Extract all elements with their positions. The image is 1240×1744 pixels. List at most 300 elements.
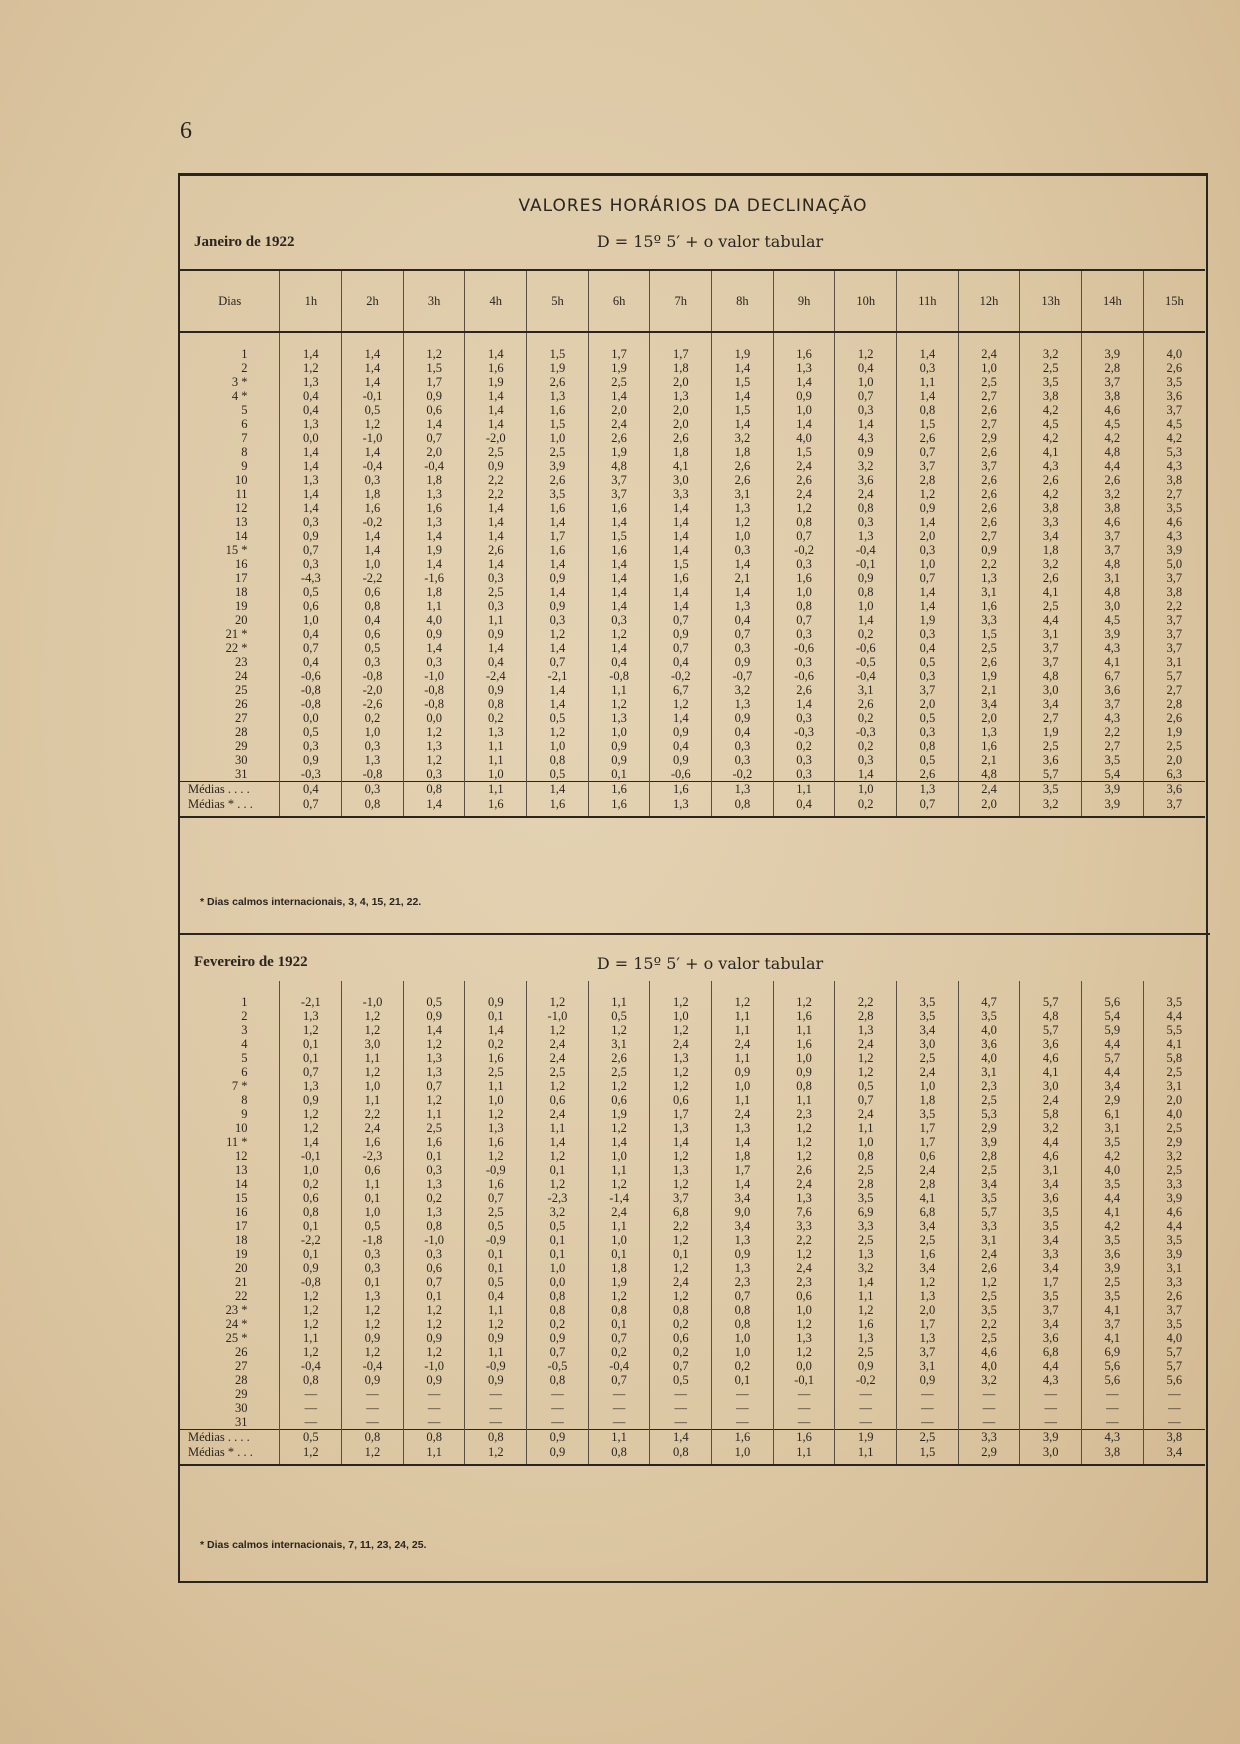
value-cell: 2,5 bbox=[465, 585, 527, 599]
value-cell: 0,9 bbox=[342, 1373, 404, 1387]
value-cell: 1,9 bbox=[403, 543, 465, 557]
value-cell: 4,6 bbox=[1143, 1205, 1205, 1219]
value-cell: 1,6 bbox=[958, 739, 1020, 753]
value-cell: 0,3 bbox=[712, 753, 774, 767]
value-cell: 2,4 bbox=[773, 1177, 835, 1191]
value-cell: 1,0 bbox=[712, 1345, 774, 1359]
value-cell: 1,3 bbox=[465, 1121, 527, 1135]
table-row bbox=[180, 1373, 1205, 1387]
value-cell: 3,5 bbox=[1020, 1289, 1082, 1303]
value-cell: 0,5 bbox=[403, 995, 465, 1009]
value-cell: 3,5 bbox=[1082, 1177, 1144, 1191]
value-cell: — bbox=[1082, 1401, 1144, 1415]
day-cell: 21 * bbox=[225, 627, 248, 641]
value-cell: — bbox=[588, 1387, 650, 1401]
value-cell: 2,4 bbox=[588, 417, 650, 431]
value-cell: -0,3 bbox=[835, 725, 897, 739]
mean-value-cell: 0,7 bbox=[897, 797, 959, 817]
value-cell: 2,4 bbox=[712, 1107, 774, 1121]
value-cell: 2,5 bbox=[835, 1233, 897, 1247]
value-cell: 0,9 bbox=[280, 529, 342, 543]
value-cell: 0,3 bbox=[342, 739, 404, 753]
value-cell: 0,7 bbox=[712, 627, 774, 641]
value-cell: 1,2 bbox=[527, 1177, 589, 1191]
value-cell: -0,3 bbox=[773, 725, 835, 739]
day-cell: 10 bbox=[234, 473, 248, 487]
mean-value-cell: 3,9 bbox=[1020, 1430, 1082, 1446]
value-cell: 0,7 bbox=[897, 571, 959, 585]
value-cell: 0,6 bbox=[897, 1149, 959, 1163]
value-cell: 3,6 bbox=[1020, 1037, 1082, 1051]
value-cell: 0,9 bbox=[403, 1009, 465, 1023]
value-cell: 1,4 bbox=[897, 515, 959, 529]
header-hour: 6h bbox=[588, 270, 650, 332]
day-cell: 29 bbox=[234, 739, 248, 753]
value-cell: 4,3 bbox=[835, 431, 897, 445]
value-cell: 0,7 bbox=[403, 1079, 465, 1093]
table-row bbox=[180, 515, 1205, 529]
value-cell: 4,6 bbox=[1082, 515, 1144, 529]
value-cell: 1,4 bbox=[465, 417, 527, 431]
value-cell: 1,6 bbox=[773, 571, 835, 585]
value-cell: 0,8 bbox=[773, 599, 835, 613]
value-cell: — bbox=[527, 1415, 589, 1430]
value-cell: 4,8 bbox=[1082, 585, 1144, 599]
february-formula: D = 15º 5′ + o valor tabular bbox=[596, 954, 824, 973]
value-cell: 4,3 bbox=[1143, 529, 1205, 543]
value-cell: 5,5 bbox=[1143, 1023, 1205, 1037]
day-cell: 21 bbox=[234, 1275, 248, 1289]
day-cell: 12 bbox=[234, 1149, 248, 1163]
value-cell: 1,9 bbox=[1020, 725, 1082, 739]
value-cell: 1,3 bbox=[403, 1051, 465, 1065]
day-cell: 5 bbox=[241, 403, 248, 417]
value-cell: 1,2 bbox=[465, 1317, 527, 1331]
value-cell: 6,9 bbox=[835, 1205, 897, 1219]
table-row bbox=[180, 1177, 1205, 1191]
value-cell: 4,1 bbox=[1020, 445, 1082, 459]
value-cell: 1,2 bbox=[527, 725, 589, 739]
value-cell: 1,3 bbox=[712, 599, 774, 613]
table-row bbox=[180, 501, 1205, 515]
value-cell: -0,8 bbox=[280, 1275, 342, 1289]
value-cell: 1,3 bbox=[897, 1331, 959, 1345]
table-row bbox=[180, 473, 1205, 487]
value-cell: 0,8 bbox=[527, 1289, 589, 1303]
value-cell: 3,4 bbox=[958, 697, 1020, 711]
day-cell: 17 bbox=[234, 1219, 248, 1233]
table-row bbox=[180, 739, 1205, 753]
value-cell: 1,5 bbox=[588, 529, 650, 543]
value-cell: 4,7 bbox=[958, 995, 1020, 1009]
mean-value-cell: 1,6 bbox=[712, 1430, 774, 1446]
mean-value-cell: 1,0 bbox=[835, 782, 897, 798]
value-cell: 0,8 bbox=[280, 1205, 342, 1219]
value-cell: 3,7 bbox=[897, 1345, 959, 1359]
value-cell: 1,0 bbox=[712, 1079, 774, 1093]
value-cell: 1,3 bbox=[650, 1051, 712, 1065]
value-cell: 1,8 bbox=[403, 585, 465, 599]
table-row bbox=[180, 1093, 1205, 1107]
value-cell: 0,6 bbox=[280, 1191, 342, 1205]
value-cell: 1,7 bbox=[650, 1107, 712, 1121]
value-cell: 4,3 bbox=[1082, 711, 1144, 725]
value-cell: 0,9 bbox=[403, 1331, 465, 1345]
value-cell: 0,9 bbox=[650, 753, 712, 767]
value-cell: — bbox=[403, 1415, 465, 1430]
value-cell: 1,2 bbox=[280, 1107, 342, 1121]
day-cell: 11 * bbox=[226, 1135, 248, 1149]
day-cell: 15 bbox=[234, 1191, 248, 1205]
value-cell: -0,8 bbox=[588, 669, 650, 683]
value-cell: 1,1 bbox=[712, 1009, 774, 1023]
value-cell: 1,6 bbox=[773, 1037, 835, 1051]
value-cell: 1,6 bbox=[588, 501, 650, 515]
value-cell: 3,3 bbox=[1143, 1275, 1205, 1289]
value-cell: 1,2 bbox=[588, 1023, 650, 1037]
value-cell: 3,1 bbox=[835, 683, 897, 697]
mean-value-cell: 1,4 bbox=[527, 782, 589, 798]
value-cell: 1,2 bbox=[403, 347, 465, 361]
value-cell: 4,4 bbox=[1082, 459, 1144, 473]
value-cell: 4,4 bbox=[1143, 1219, 1205, 1233]
value-cell: 2,6 bbox=[958, 655, 1020, 669]
day-cell: 23 bbox=[234, 655, 248, 669]
mean-value-cell: 1,2 bbox=[342, 1445, 404, 1465]
mean-value-cell: 0,8 bbox=[650, 1445, 712, 1465]
value-cell: 1,9 bbox=[897, 613, 959, 627]
value-cell: 1,2 bbox=[650, 1233, 712, 1247]
value-cell: 1,8 bbox=[712, 1149, 774, 1163]
value-cell: 0,7 bbox=[527, 1345, 589, 1359]
value-cell: 0,6 bbox=[527, 1093, 589, 1107]
value-cell: 3,2 bbox=[712, 431, 774, 445]
value-cell: 3,3 bbox=[958, 613, 1020, 627]
mean-value-cell: 0,4 bbox=[773, 797, 835, 817]
value-cell: 3,7 bbox=[1143, 571, 1205, 585]
header-hour: 3h bbox=[403, 270, 465, 332]
day-cell: 18 bbox=[234, 585, 248, 599]
value-cell: 2,6 bbox=[958, 487, 1020, 501]
value-cell: 1,3 bbox=[835, 1023, 897, 1037]
value-cell: 2,5 bbox=[835, 1163, 897, 1177]
value-cell: 1,6 bbox=[527, 501, 589, 515]
value-cell: 0,3 bbox=[835, 515, 897, 529]
header-hour: 5h bbox=[527, 270, 589, 332]
value-cell: 1,3 bbox=[835, 1247, 897, 1261]
value-cell: 1,4 bbox=[465, 347, 527, 361]
day-cell: 27 bbox=[234, 711, 248, 725]
value-cell: 1,0 bbox=[958, 361, 1020, 375]
value-cell: — bbox=[342, 1401, 404, 1415]
value-cell: 0,5 bbox=[465, 1275, 527, 1289]
value-cell: 1,6 bbox=[773, 1009, 835, 1023]
value-cell: 3,1 bbox=[588, 1037, 650, 1051]
value-cell: 3,7 bbox=[897, 459, 959, 473]
value-cell: 1,3 bbox=[280, 473, 342, 487]
value-cell: 3,8 bbox=[1082, 389, 1144, 403]
value-cell: 1,3 bbox=[650, 1121, 712, 1135]
value-cell: 1,4 bbox=[712, 417, 774, 431]
value-cell: 1,4 bbox=[465, 1023, 527, 1037]
mean-value-cell: 0,8 bbox=[712, 797, 774, 817]
value-cell: 1,8 bbox=[588, 1261, 650, 1275]
mean-value-cell: 0,8 bbox=[342, 797, 404, 817]
value-cell: 4,2 bbox=[1082, 431, 1144, 445]
value-cell: 3,1 bbox=[958, 585, 1020, 599]
mean-value-cell: 1,6 bbox=[465, 797, 527, 817]
value-cell: 2,7 bbox=[958, 417, 1020, 431]
value-cell: 1,2 bbox=[527, 1023, 589, 1037]
value-cell: 1,2 bbox=[773, 1149, 835, 1163]
day-cell: 22 bbox=[234, 1289, 248, 1303]
value-cell: -0,6 bbox=[280, 669, 342, 683]
day-cell: 19 bbox=[234, 599, 248, 613]
value-cell: -2,3 bbox=[527, 1191, 589, 1205]
value-cell: 3,5 bbox=[1082, 753, 1144, 767]
value-cell: 1,2 bbox=[342, 1009, 404, 1023]
value-cell: — bbox=[1143, 1401, 1205, 1415]
day-cell: 7 * bbox=[231, 1079, 248, 1093]
mean-value-cell: 0,4 bbox=[280, 782, 342, 798]
mean-value-cell: 1,2 bbox=[280, 1445, 342, 1465]
value-cell: 1,5 bbox=[527, 417, 589, 431]
day-cell: 14 bbox=[234, 1177, 248, 1191]
value-cell: 2,0 bbox=[650, 403, 712, 417]
value-cell: 1,4 bbox=[527, 585, 589, 599]
value-cell: 0,2 bbox=[835, 739, 897, 753]
means-label: Médias . . . . bbox=[180, 782, 280, 798]
value-cell: -2,4 bbox=[465, 669, 527, 683]
value-cell: 1,4 bbox=[342, 347, 404, 361]
value-cell: 1,4 bbox=[465, 529, 527, 543]
value-cell: — bbox=[1082, 1415, 1144, 1430]
table-row bbox=[180, 431, 1205, 445]
value-cell: — bbox=[958, 1387, 1020, 1401]
value-cell: 2,9 bbox=[958, 1121, 1020, 1135]
value-cell: 4,4 bbox=[1020, 1135, 1082, 1149]
value-cell: 4,1 bbox=[650, 459, 712, 473]
value-cell: 3,6 bbox=[1020, 1331, 1082, 1345]
value-cell: — bbox=[527, 1387, 589, 1401]
mean-value-cell: 3,6 bbox=[1143, 782, 1205, 798]
value-cell: 2,0 bbox=[650, 375, 712, 389]
value-cell: -0,4 bbox=[403, 459, 465, 473]
value-cell: 3,0 bbox=[1082, 599, 1144, 613]
day-cell: 12 bbox=[234, 501, 248, 515]
value-cell: 1,4 bbox=[835, 767, 897, 782]
value-cell: — bbox=[958, 1401, 1020, 1415]
day-cell: 30 bbox=[234, 1401, 248, 1415]
value-cell: 0,3 bbox=[712, 641, 774, 655]
value-cell: 1,4 bbox=[588, 599, 650, 613]
value-cell: 0,2 bbox=[342, 711, 404, 725]
value-cell: 1,4 bbox=[588, 557, 650, 571]
value-cell: 1,8 bbox=[342, 487, 404, 501]
day-cell: 6 bbox=[241, 1065, 248, 1079]
value-cell: 0,9 bbox=[465, 683, 527, 697]
value-cell: -0,8 bbox=[403, 683, 465, 697]
mean-value-cell: 1,3 bbox=[897, 782, 959, 798]
value-cell: 4,3 bbox=[1143, 459, 1205, 473]
value-cell: -1,0 bbox=[403, 1359, 465, 1373]
value-cell: 4,2 bbox=[1020, 487, 1082, 501]
value-cell: 3,8 bbox=[1143, 473, 1205, 487]
value-cell: 1,1 bbox=[465, 613, 527, 627]
value-cell: 3,8 bbox=[1143, 585, 1205, 599]
value-cell: 1,4 bbox=[650, 599, 712, 613]
value-cell: 3,7 bbox=[1143, 641, 1205, 655]
value-cell: 0,9 bbox=[527, 1331, 589, 1345]
day-cell: 24 bbox=[234, 669, 248, 683]
value-cell: 1,8 bbox=[650, 361, 712, 375]
header-hour: 13h bbox=[1020, 270, 1082, 332]
value-cell: 2,4 bbox=[650, 1275, 712, 1289]
value-cell: 4,2 bbox=[1082, 1219, 1144, 1233]
value-cell: 1,4 bbox=[712, 1135, 774, 1149]
value-cell: 3,1 bbox=[1143, 1261, 1205, 1275]
value-cell: 1,0 bbox=[712, 529, 774, 543]
value-cell: 0,4 bbox=[465, 1289, 527, 1303]
value-cell: -2,0 bbox=[342, 683, 404, 697]
value-cell: 1,6 bbox=[527, 403, 589, 417]
value-cell: 1,0 bbox=[897, 557, 959, 571]
value-cell: -0,2 bbox=[342, 515, 404, 529]
value-cell: — bbox=[835, 1387, 897, 1401]
mean-value-cell: 0,3 bbox=[342, 782, 404, 798]
value-cell: 2,4 bbox=[527, 1037, 589, 1051]
value-cell: 2,0 bbox=[897, 529, 959, 543]
value-cell: 3,5 bbox=[1082, 1289, 1144, 1303]
table-row bbox=[180, 697, 1205, 711]
value-cell: 0,7 bbox=[280, 543, 342, 557]
value-cell: 1,7 bbox=[650, 347, 712, 361]
day-cell: 11 bbox=[235, 487, 248, 501]
value-cell: 0,5 bbox=[897, 711, 959, 725]
value-cell: 1,1 bbox=[588, 995, 650, 1009]
value-cell: 1,0 bbox=[280, 1163, 342, 1177]
value-cell: 1,1 bbox=[712, 1093, 774, 1107]
value-cell: 3,1 bbox=[712, 487, 774, 501]
value-cell: 0,2 bbox=[465, 711, 527, 725]
value-cell: 6,7 bbox=[1082, 669, 1144, 683]
value-cell: 1,4 bbox=[588, 641, 650, 655]
day-cell: 24 * bbox=[225, 1317, 248, 1331]
table-row bbox=[180, 683, 1205, 697]
value-cell: 1,4 bbox=[650, 529, 712, 543]
value-cell: 1,5 bbox=[650, 557, 712, 571]
value-cell: 3,9 bbox=[1082, 627, 1144, 641]
value-cell: 1,9 bbox=[527, 361, 589, 375]
value-cell: 2,8 bbox=[897, 1177, 959, 1191]
value-cell: 1,2 bbox=[650, 1079, 712, 1093]
value-cell: 1,3 bbox=[897, 1289, 959, 1303]
value-cell: 6,1 bbox=[1082, 1107, 1144, 1121]
value-cell: 4,8 bbox=[1020, 669, 1082, 683]
value-cell: 3,0 bbox=[650, 473, 712, 487]
value-cell: 2,0 bbox=[588, 403, 650, 417]
day-cell: 7 bbox=[241, 431, 248, 445]
value-cell: 1,5 bbox=[897, 417, 959, 431]
table-row bbox=[180, 347, 1205, 361]
value-cell: 1,2 bbox=[835, 347, 897, 361]
value-cell: 3,3 bbox=[835, 1219, 897, 1233]
value-cell: 2,6 bbox=[958, 1261, 1020, 1275]
value-cell: 1,3 bbox=[958, 571, 1020, 585]
value-cell: 1,2 bbox=[280, 1023, 342, 1037]
value-cell: 1,2 bbox=[897, 487, 959, 501]
value-cell: 0,7 bbox=[650, 641, 712, 655]
value-cell: 0,5 bbox=[897, 655, 959, 669]
table-row bbox=[180, 1401, 1205, 1415]
value-cell: 2,6 bbox=[465, 543, 527, 557]
value-cell: 1,2 bbox=[403, 753, 465, 767]
value-cell: 3,7 bbox=[1082, 375, 1144, 389]
value-cell: 1,3 bbox=[712, 501, 774, 515]
value-cell: 1,6 bbox=[465, 361, 527, 375]
value-cell: 0,1 bbox=[527, 1233, 589, 1247]
value-cell: 0,9 bbox=[527, 599, 589, 613]
value-cell: 1,5 bbox=[403, 361, 465, 375]
value-cell: 1,6 bbox=[958, 599, 1020, 613]
value-cell: 4,6 bbox=[1143, 515, 1205, 529]
header-hour: 8h bbox=[712, 270, 774, 332]
value-cell: 1,1 bbox=[465, 739, 527, 753]
value-cell: 0,8 bbox=[773, 515, 835, 529]
value-cell: 3,7 bbox=[1143, 613, 1205, 627]
value-cell: 4,4 bbox=[1082, 1065, 1144, 1079]
value-cell: 0,2 bbox=[835, 627, 897, 641]
value-cell: 0,4 bbox=[342, 613, 404, 627]
value-cell: 1,8 bbox=[712, 445, 774, 459]
value-cell: 2,5 bbox=[527, 1065, 589, 1079]
value-cell: 3,5 bbox=[1143, 1317, 1205, 1331]
value-cell: 2,0 bbox=[650, 417, 712, 431]
means-label: Médias * . . . bbox=[180, 1445, 280, 1465]
value-cell: 0,6 bbox=[342, 1163, 404, 1177]
value-cell: 5,4 bbox=[1082, 1009, 1144, 1023]
table-row bbox=[180, 655, 1205, 669]
value-cell: 3,0 bbox=[1020, 1079, 1082, 1093]
value-cell: 0,0 bbox=[773, 1359, 835, 1373]
day-cell: 14 bbox=[234, 529, 248, 543]
value-cell: 5,7 bbox=[1082, 1051, 1144, 1065]
value-cell: 2,5 bbox=[958, 641, 1020, 655]
value-cell: 1,9 bbox=[588, 1107, 650, 1121]
value-cell: 1,4 bbox=[403, 1023, 465, 1037]
table-row bbox=[180, 459, 1205, 473]
value-cell: 1,0 bbox=[835, 375, 897, 389]
value-cell: 0,1 bbox=[650, 1247, 712, 1261]
value-cell: 1,3 bbox=[280, 1009, 342, 1023]
value-cell: 1,4 bbox=[588, 389, 650, 403]
value-cell: 1,4 bbox=[465, 501, 527, 515]
value-cell: 4,2 bbox=[1020, 403, 1082, 417]
value-cell: 1,4 bbox=[465, 515, 527, 529]
value-cell: 2,6 bbox=[1143, 711, 1205, 725]
value-cell: 2,2 bbox=[1082, 725, 1144, 739]
value-cell: 0,9 bbox=[403, 389, 465, 403]
day-cell: 18 bbox=[234, 1233, 248, 1247]
value-cell: 0,0 bbox=[527, 1275, 589, 1289]
value-cell: -1,0 bbox=[342, 431, 404, 445]
value-cell: 4,1 bbox=[1082, 655, 1144, 669]
value-cell: 2,4 bbox=[527, 1107, 589, 1121]
value-cell: 2,3 bbox=[712, 1275, 774, 1289]
mean-value-cell: 3,5 bbox=[1020, 782, 1082, 798]
value-cell: — bbox=[835, 1401, 897, 1415]
mean-value-cell: 3,0 bbox=[1020, 1445, 1082, 1465]
